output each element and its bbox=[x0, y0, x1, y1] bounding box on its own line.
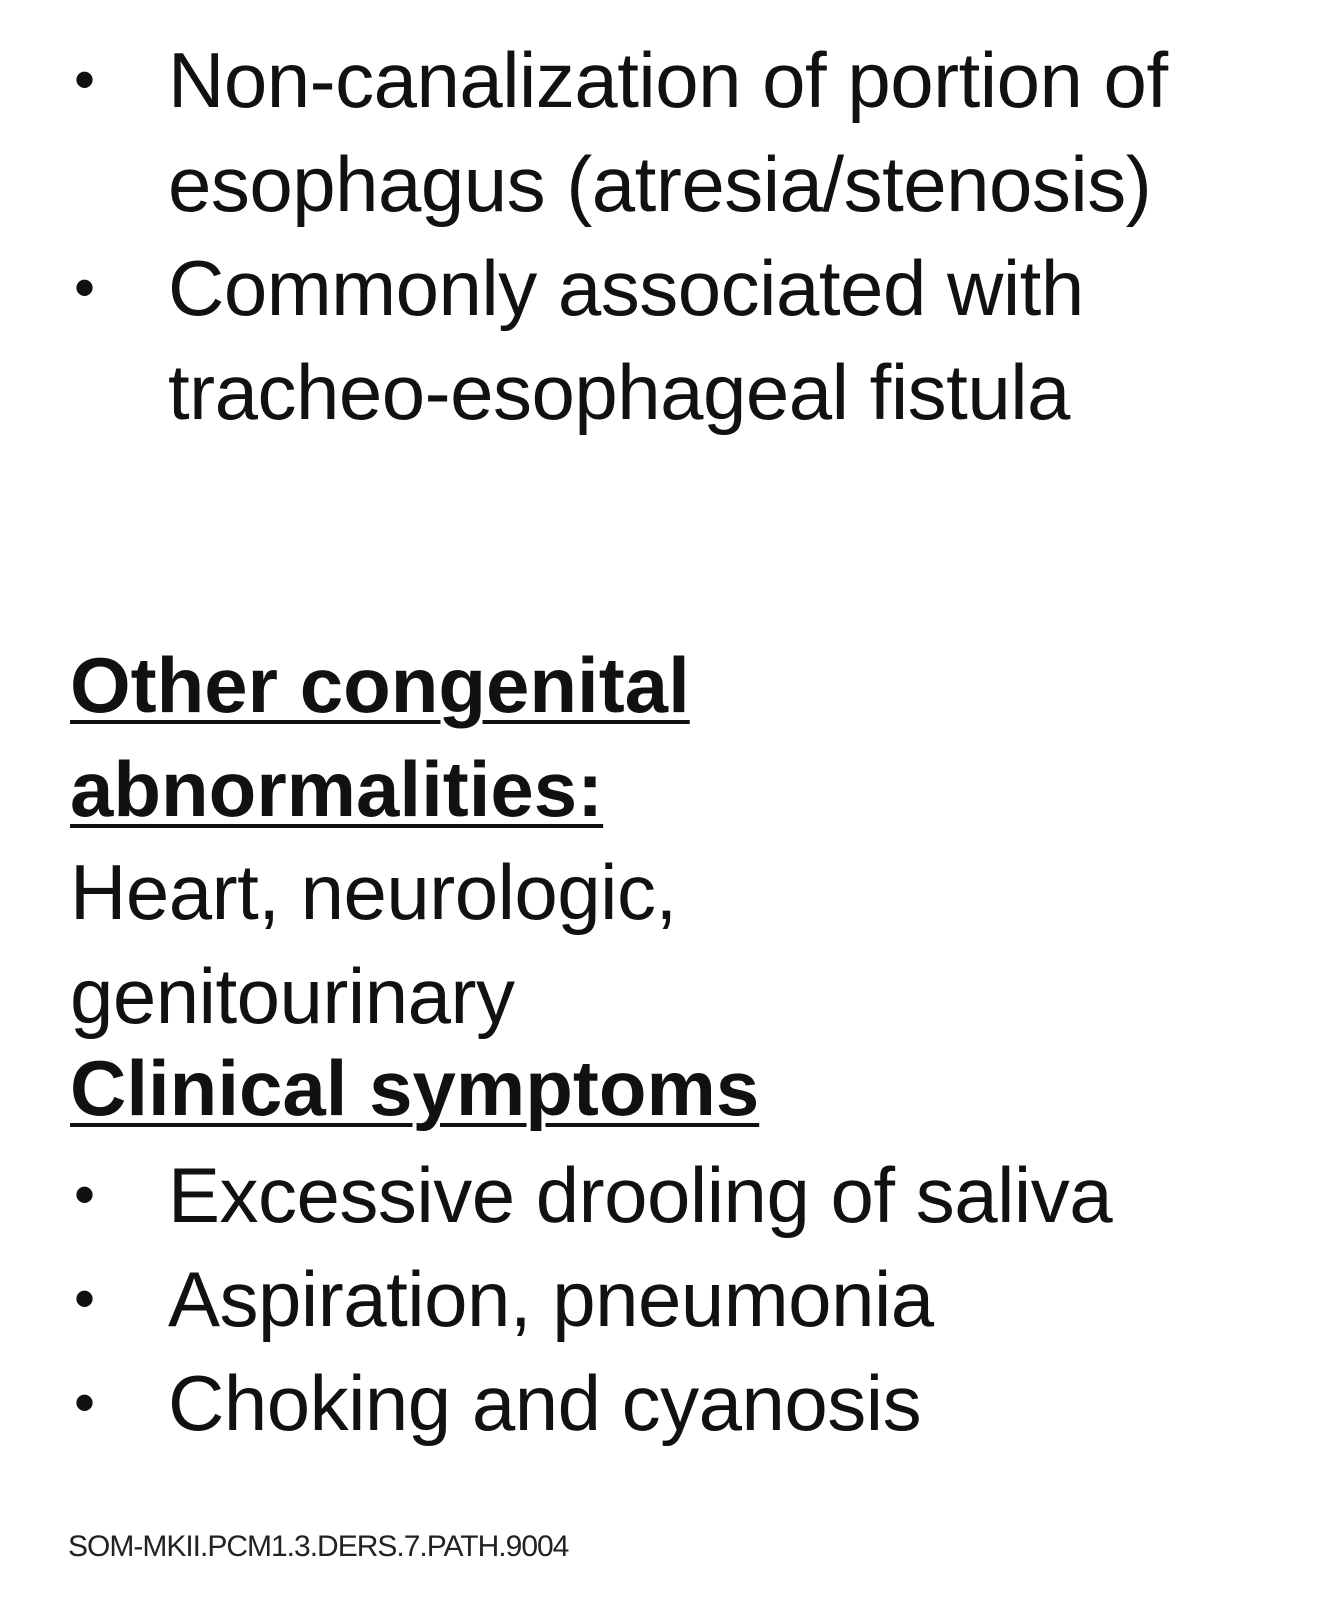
document-code: SOM-MKII.PCM1.3.DERS.7.PATH.9004 bbox=[68, 1530, 569, 1563]
bullet-icon: • bbox=[74, 254, 95, 321]
bullet-text: Aspiration, pneumonia bbox=[168, 1255, 934, 1343]
bullet-text: Excessive drooling of saliva bbox=[168, 1151, 1113, 1239]
list-item bbox=[70, 236, 1310, 444]
bullet-icon: • bbox=[74, 1265, 95, 1332]
list-item bbox=[70, 28, 1310, 236]
bullet-list-top bbox=[70, 28, 1310, 444]
bullet-icon: • bbox=[74, 1369, 95, 1436]
list-item bbox=[70, 1247, 1310, 1351]
bullet-text: Commonly associated with tracheo-esophageal fistula bbox=[168, 244, 1084, 436]
bullet-list-symptoms bbox=[70, 1143, 1310, 1455]
bullet-text: Choking and cyanosis bbox=[168, 1359, 922, 1447]
list-item bbox=[70, 1351, 1310, 1455]
other-abnormalities-text: Heart, neurologic, genitourinary bbox=[70, 848, 677, 1040]
bullet-text: Non-canalization of portion of esophagus (atresia/stenosis) bbox=[168, 36, 1168, 228]
bullet-icon: • bbox=[74, 46, 95, 113]
clinical-symptoms-heading: Clinical symptoms bbox=[70, 1044, 760, 1132]
other-abnormalities-heading: Other congenital abnormalities: bbox=[70, 641, 690, 833]
list-item bbox=[70, 1143, 1310, 1247]
bullet-icon: • bbox=[74, 1161, 95, 1228]
